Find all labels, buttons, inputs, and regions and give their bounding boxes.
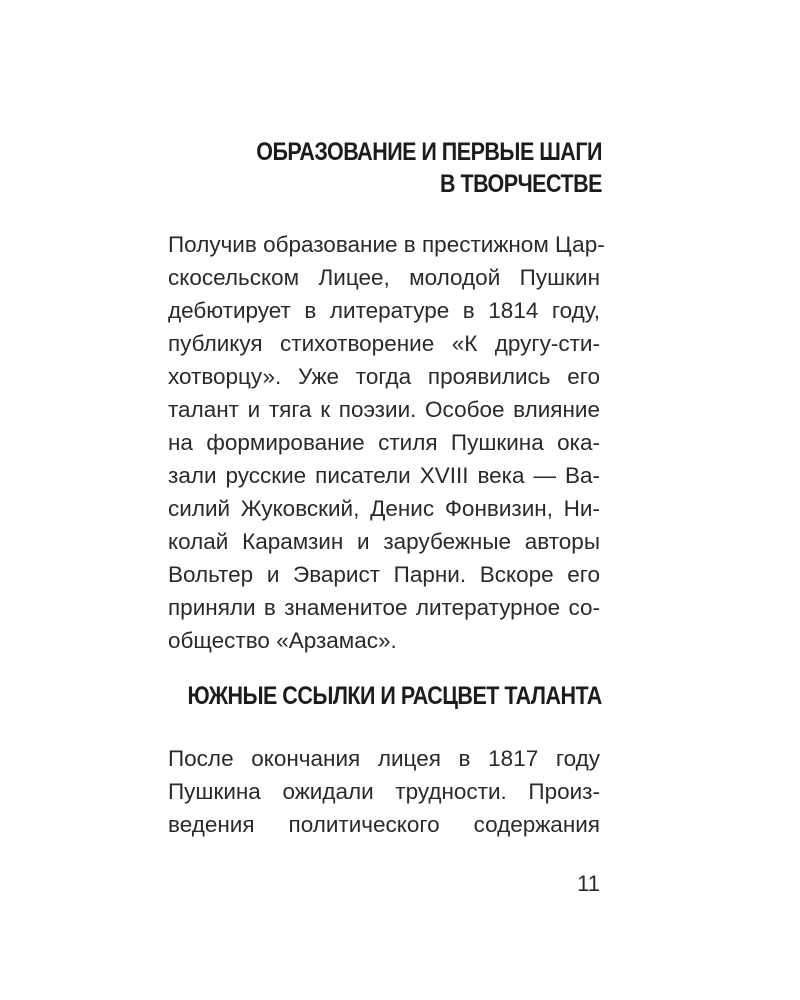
text-line: зали русские писатели XVIII века — Ва-: [168, 463, 600, 488]
text-line: После окончания лицея в 1817 году: [168, 746, 600, 771]
text-line: талант и тяга к поэзии. Особое влияние: [168, 397, 600, 422]
text-line: хотворцу». Уже тогда проявились его: [168, 364, 600, 389]
page-number: 11: [577, 871, 600, 896]
text-line: публикуя стихотворение «К другу-сти-: [168, 331, 600, 356]
text-line: Вольтер и Эварист Парни. Вскоре его: [168, 562, 600, 587]
text-line: общество «Арзамас».: [168, 628, 397, 653]
section-heading-education: [256, 136, 602, 200]
section-heading-southern-exile: [188, 680, 602, 712]
heading-line: ОБРАЗОВАНИЕ И ПЕРВЫЕ ШАГИ: [256, 138, 602, 166]
heading-line: В ТВОРЧЕСТВЕ: [440, 170, 602, 198]
paragraph-education: [168, 228, 605, 657]
paragraph-southern-exile: [168, 742, 600, 841]
text-line: Пушкина ожидали трудности. Произ-: [168, 779, 600, 804]
text-line: на формирование стиля Пушкина ока-: [168, 430, 600, 455]
text-line: дебютирует в литературе в 1814 году,: [168, 298, 600, 323]
text-line: скосельском Лицее, молодой Пушкин: [168, 265, 600, 290]
text-line: приняли в знаменитое литературное со-: [168, 595, 600, 620]
text-line: ведения политического содержания: [168, 812, 600, 837]
text-line: колай Карамзин и зарубежные авторы: [168, 529, 600, 554]
text-line: Получив образование в престижном Цар-: [168, 232, 605, 257]
text-line: силий Жуковский, Денис Фонвизин, Ни-: [168, 496, 600, 521]
heading-line: ЮЖНЫЕ ССЫЛКИ И РАСЦВЕТ ТАЛАНТА: [187, 682, 602, 710]
